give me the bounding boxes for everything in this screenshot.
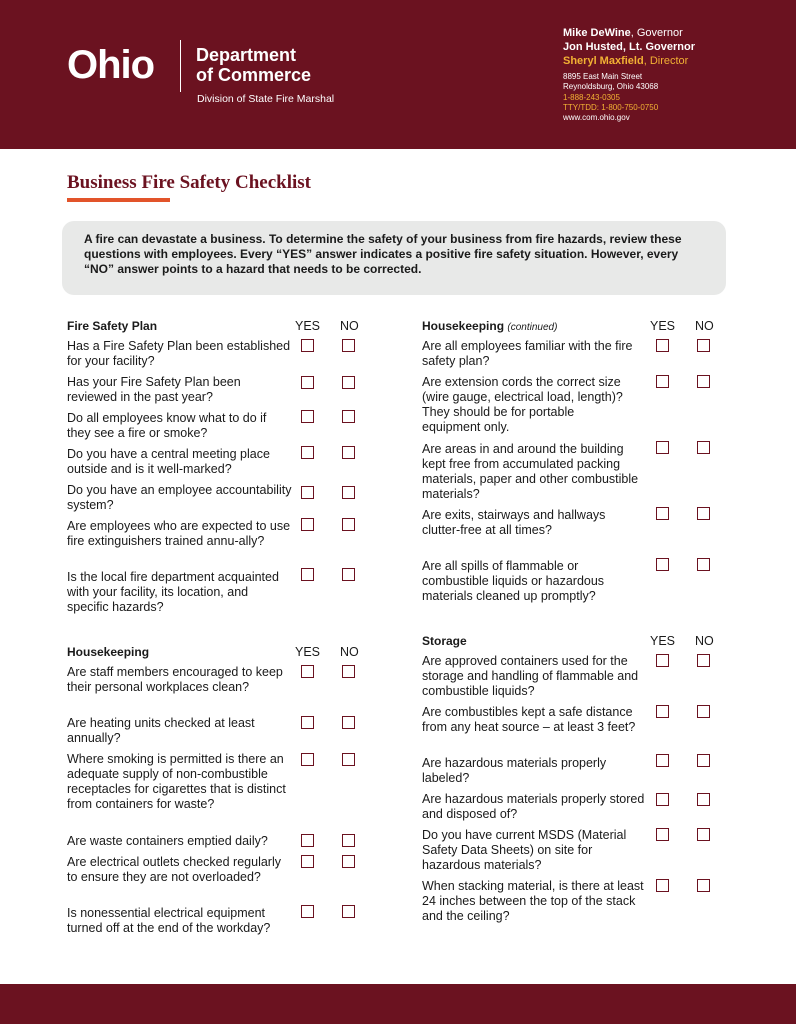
no-checkbox[interactable] [697, 793, 710, 806]
question-housekeeping-cont-2: Are extension cords the correct size (wire gauge, electrical load, length)? They should be for portable equipment only. [422, 375, 623, 434]
no-checkbox[interactable] [342, 486, 355, 499]
yes-checkbox[interactable] [656, 654, 669, 667]
yes-checkbox[interactable] [301, 486, 314, 499]
question-fire-plan-2: Has your Fire Safety Plan been reviewed in the past year? [67, 375, 241, 404]
no-checkbox[interactable] [697, 375, 710, 388]
official-governor: Mike DeWine, Governor [563, 27, 683, 39]
yes-checkbox[interactable] [656, 507, 669, 520]
question-fire-plan-6: Are employees who are expected to use fire extinguishers trained annu-ally? [67, 519, 291, 548]
yes-checkbox[interactable] [301, 905, 314, 918]
question-housekeeping-3: Where smoking is permitted is there an adequate supply of non-combustible receptacles for cigarettes that is distinct from containers for waste? [67, 752, 286, 811]
no-checkbox[interactable] [342, 568, 355, 581]
question-fire-plan-7: Is the local fire department acquainted with your facility, its location, and specific hazards? [67, 570, 279, 614]
question-fire-plan-4: Do you have a central meeting place outside and is it well-marked? [67, 447, 270, 476]
no-checkbox[interactable] [342, 518, 355, 531]
section-heading-fire-plan: Fire Safety Plan [67, 319, 158, 333]
yes-checkbox[interactable] [656, 339, 669, 352]
question-housekeeping-6: Is nonessential electrical equipment turned off at the end of the workday? [67, 906, 271, 935]
no-checkbox[interactable] [342, 376, 355, 389]
question-fire-plan-5: Do you have an employee accountability system? [67, 483, 292, 512]
question-storage-2: Are combustibles kept a safe distance from any heat source – at least 3 feet? [422, 705, 636, 734]
dept-line-2: of Commerce [196, 65, 312, 85]
tty-number: TTY/TDD: 1-800-750-0750 [563, 102, 659, 112]
official-lt-governor: Jon Husted, Lt. Governor [563, 41, 696, 53]
question-housekeeping-1: Are staff members encouraged to keep their personal workplaces clean? [67, 665, 283, 694]
yes-checkbox[interactable] [656, 754, 669, 767]
yes-checkbox[interactable] [301, 665, 314, 678]
city-address: Reynoldsburg, Ohio 43068 [563, 82, 659, 92]
division-name: Division of State Fire Marshal [197, 93, 335, 105]
no-checkbox[interactable] [697, 654, 710, 667]
header-band [0, 0, 796, 149]
footer-band [0, 984, 796, 1024]
no-checkbox[interactable] [697, 339, 710, 352]
section-heading-storage: Storage [422, 634, 467, 648]
no-label: NO [695, 319, 714, 333]
question-housekeeping-2: Are heating units checked at least annually? [67, 716, 255, 745]
question-storage-1: Are approved containers used for the storage and handling of flammable and combustible liquids? [422, 654, 639, 698]
no-checkbox[interactable] [697, 754, 710, 767]
yes-checkbox[interactable] [301, 716, 314, 729]
question-housekeeping-cont-5: Are all spills of flammable or combustible liquids or hazardous materials cleaned up promptly? [422, 559, 605, 603]
yes-label: YES [650, 319, 676, 333]
yes-checkbox[interactable] [301, 518, 314, 531]
question-storage-3: Are hazardous materials properly labeled? [422, 756, 607, 785]
yes-label: YES [295, 645, 321, 659]
ohio-logo: Ohio [67, 43, 155, 87]
no-checkbox[interactable] [697, 558, 710, 571]
section-heading-housekeeping: Housekeeping [67, 645, 150, 659]
yes-checkbox[interactable] [301, 855, 314, 868]
no-checkbox[interactable] [342, 339, 355, 352]
question-housekeeping-cont-4: Are exits, stairways and hallways clutter-free at all times? [422, 508, 606, 537]
yes-checkbox[interactable] [656, 828, 669, 841]
no-checkbox[interactable] [697, 705, 710, 718]
logo-divider [180, 40, 181, 92]
question-storage-4: Are hazardous materials properly stored and disposed of? [422, 792, 645, 821]
yes-checkbox[interactable] [301, 376, 314, 389]
question-housekeeping-4: Are waste containers emptied daily? [67, 834, 268, 848]
title-underline [67, 198, 170, 202]
no-checkbox[interactable] [697, 828, 710, 841]
officials-list [563, 26, 695, 68]
intro-panel: A fire can devastate a business. To determine the safety of your business from fire hazards, review these questions with employees. Every “YES” answer indicates a positive fire safety situation. However, every “NO” answer points to a hazard that needs to be corrected. [62, 221, 726, 295]
no-checkbox[interactable] [342, 410, 355, 423]
yes-label: YES [295, 319, 321, 333]
no-checkbox[interactable] [342, 855, 355, 868]
no-checkbox[interactable] [697, 441, 710, 454]
no-label: NO [340, 645, 359, 659]
official-director: Sheryl Maxfield, Director [563, 55, 689, 67]
page-title: Business Fire Safety Checklist [67, 172, 312, 193]
no-checkbox[interactable] [342, 905, 355, 918]
yes-checkbox[interactable] [301, 446, 314, 459]
yes-checkbox[interactable] [301, 339, 314, 352]
section-heading-housekeeping-cont: Housekeeping (continued) [422, 319, 558, 333]
question-housekeeping-5: Are electrical outlets checked regularly to ensure they are not overloaded? [67, 855, 281, 884]
no-checkbox[interactable] [342, 665, 355, 678]
question-housekeeping-cont-3: Are areas in and around the building kept free from accumulated packing materials, paper and other combustible materials? [422, 442, 639, 501]
phone-number: 1-888-243-0305 [563, 92, 620, 102]
no-label: NO [340, 319, 359, 333]
yes-label: YES [650, 634, 676, 648]
question-storage-6: When stacking material, is there at least 24 inches between the top of the stack and the ceiling? [422, 879, 644, 923]
street-address: 8895 East Main Street [563, 72, 643, 81]
question-fire-plan-3: Do all employees know what to do if they see a fire or smoke? [67, 411, 267, 440]
yes-checkbox[interactable] [656, 375, 669, 388]
no-checkbox[interactable] [342, 834, 355, 847]
yes-checkbox[interactable] [656, 705, 669, 718]
question-storage-5: Do you have current MSDS (Material Safety Data Sheets) on site for hazardous materials? [422, 828, 627, 872]
no-label: NO [695, 634, 714, 648]
dept-line-1: Department [196, 45, 297, 65]
no-checkbox[interactable] [342, 446, 355, 459]
yes-checkbox[interactable] [656, 879, 669, 892]
yes-checkbox[interactable] [301, 410, 314, 423]
yes-checkbox[interactable] [656, 441, 669, 454]
yes-checkbox[interactable] [301, 753, 314, 766]
yes-checkbox[interactable] [301, 568, 314, 581]
yes-checkbox[interactable] [656, 793, 669, 806]
no-checkbox[interactable] [342, 753, 355, 766]
no-checkbox[interactable] [342, 716, 355, 729]
question-fire-plan-1: Has a Fire Safety Plan been established for your facility? [67, 339, 291, 368]
department-name [196, 45, 311, 85]
contact-address [563, 72, 658, 123]
no-checkbox[interactable] [697, 507, 710, 520]
yes-checkbox[interactable] [301, 834, 314, 847]
yes-checkbox[interactable] [656, 558, 669, 571]
no-checkbox[interactable] [697, 879, 710, 892]
question-housekeeping-cont-1: Are all employees familiar with the fire safety plan? [422, 339, 633, 368]
website-link[interactable]: www.com.ohio.gov [563, 113, 630, 123]
